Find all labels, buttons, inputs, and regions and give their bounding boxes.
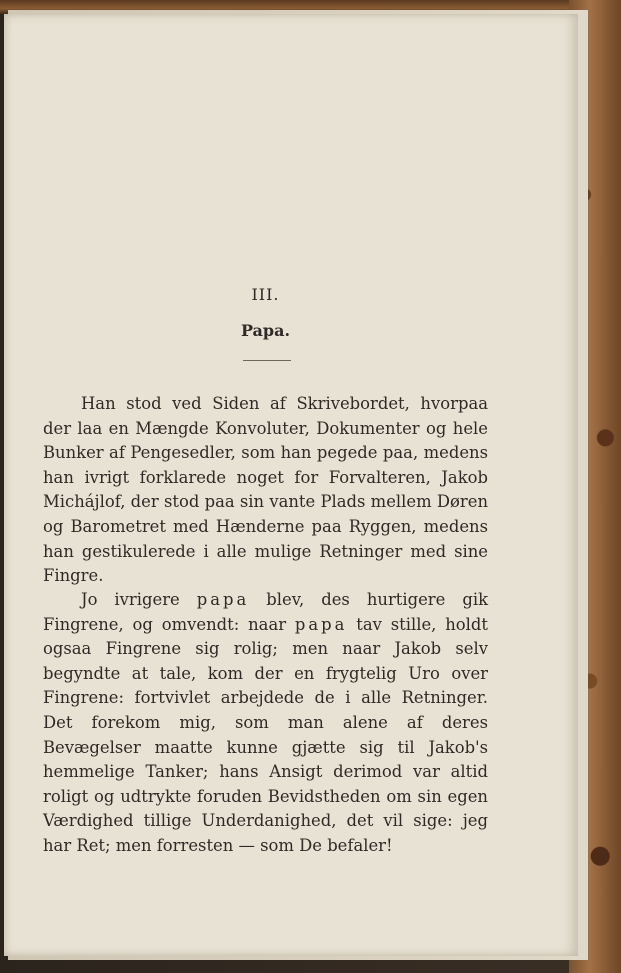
chapter-title: Papa. xyxy=(240,321,291,340)
paragraph-2-emphasis-2: papa xyxy=(294,614,348,634)
paragraph-2 xyxy=(43,588,488,859)
paragraph-2-part-1: Jo ivrigere xyxy=(81,590,197,609)
paragraph-2-part-3: tav stille, holdt ogsaa Fingrene sig rolig; men naar Jakob selv begyndte at tale, kom der en frygtelig Uro over Fingrene: fortvivlet arbejdede de i alle Retninger. Det forekom mig, som man alene af deres Bevægelser maatte kunne gjætte sig til Jakob's hemmelige Tanker; hans Ansigt derimod var altid roligt og udtrykte foruden Bevidstheden om sin egen Værdighed tillige Underdanighed, det vil sige: jeg har Ret; men forresten — som De befaler! xyxy=(43,614,488,855)
book-page xyxy=(4,14,578,956)
chapter-number: III. xyxy=(251,285,280,304)
paragraph-1: Han stod ved Siden af Skrivebordet, hvorpaa der laa en Mængde Konvoluter, Dokumenter og hele Bunker af Pengesedler, som han pegede paa, medens han ivrigt forklarede noget for Forvalteren, Jakob Michájlof, der stod paa sin vante Plads mellem Døren og Barometret med Hænderne paa Ryggen, medens han gestikulerede i alle mulige Retninger med sine Fingre. xyxy=(43,394,488,586)
paragraph-2-emphasis-1: papa xyxy=(196,590,250,609)
title-divider xyxy=(243,360,291,361)
paragraph-2-part-2: blev, des hurtigere gik Fingrene, og omvendt: naar xyxy=(43,590,488,634)
